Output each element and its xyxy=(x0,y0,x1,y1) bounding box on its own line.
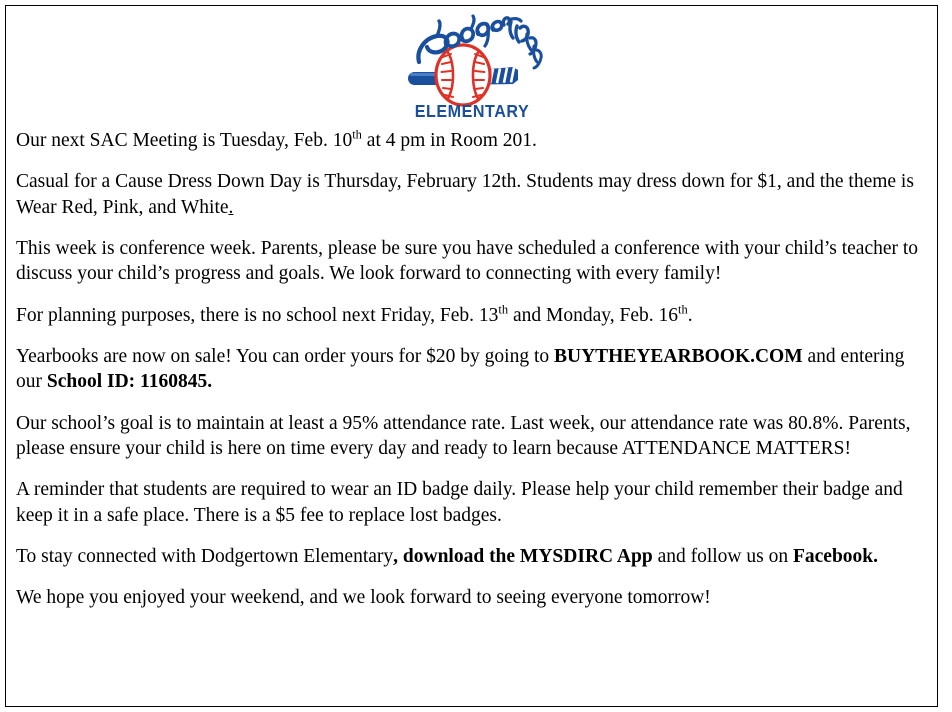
text-run: Our school’s goal is to maintain at least a 95% attendance rate. Last week, our attendance rate was 80.8%. Parents, please ensure your child is here on time every day and ready to learn because ATTENDANCE MATTERS! xyxy=(16,412,911,460)
text-run: and entering our xyxy=(16,346,905,393)
text-run: Casual for a Cause Dress Down Day is Thursday, February 12th. Students may dress down for $1, and the theme is Wear Red, Pink, and White xyxy=(16,171,914,218)
text-run: This week is conference week. Parents, please be sure you have scheduled a conference with your child’s teacher to discuss your child’s progress and goals. We look forward to connecting with every family! xyxy=(16,238,919,285)
text-run: . xyxy=(687,304,693,326)
paragraph-sac-meeting xyxy=(16,128,923,153)
ordinal-suffix: th xyxy=(352,127,362,142)
text-run: We hope you enjoyed your weekend, and we look forward to seeing everyone tomorrow! xyxy=(16,587,711,609)
facebook-callout: Facebook. xyxy=(792,546,879,568)
paragraph-dress-down-day xyxy=(16,169,923,220)
text-run: To stay connected with Dodgertown Elementary xyxy=(16,546,394,568)
ordinal-suffix: th xyxy=(677,302,688,317)
paragraph-attendance-rate xyxy=(16,411,923,462)
text-run: Our next SAC Meeting is Tuesday, Feb. 10 xyxy=(16,130,353,151)
yearbook-website: BUYTHEYEARBOOK.COM xyxy=(553,346,803,368)
paragraph-closing-greeting xyxy=(16,585,923,610)
text-run: Yearbooks are now on sale! You can order yours for $20 by going to xyxy=(16,346,554,368)
ordinal-suffix: th xyxy=(498,302,509,317)
newsletter-page xyxy=(5,5,938,707)
elementary-wordmark-text: ELEMENTARY xyxy=(414,101,529,122)
paragraph-stay-connected xyxy=(16,544,923,569)
text-run: A reminder that students are required to wear an ID badge daily. Please help your child remember their badge and keep it in a safe place. There is a $5 fee to replace lost badges. xyxy=(16,479,903,526)
school-id-value: School ID: 1160845. xyxy=(46,371,213,393)
underlined-period: . xyxy=(228,196,234,218)
newsletter-body xyxy=(6,128,937,611)
paragraph-no-school-days xyxy=(16,303,923,328)
text-run: and follow us on xyxy=(652,546,793,568)
dodgertown-elementary-logo xyxy=(397,12,547,124)
paragraph-conference-week xyxy=(16,236,923,287)
paragraph-id-badge-reminder xyxy=(16,477,923,528)
text-run: For planning purposes, there is no school next Friday, Feb. 13 xyxy=(16,304,499,326)
text-run: at 4 pm in Room 201. xyxy=(361,130,537,151)
paragraph-yearbook-sale xyxy=(16,344,923,395)
mysdirc-app-callout: , download the MYSDIRC App xyxy=(393,546,653,568)
logo-header xyxy=(6,6,937,128)
text-run: and Monday, Feb. 16 xyxy=(508,304,678,326)
baseball-icon xyxy=(436,45,490,105)
